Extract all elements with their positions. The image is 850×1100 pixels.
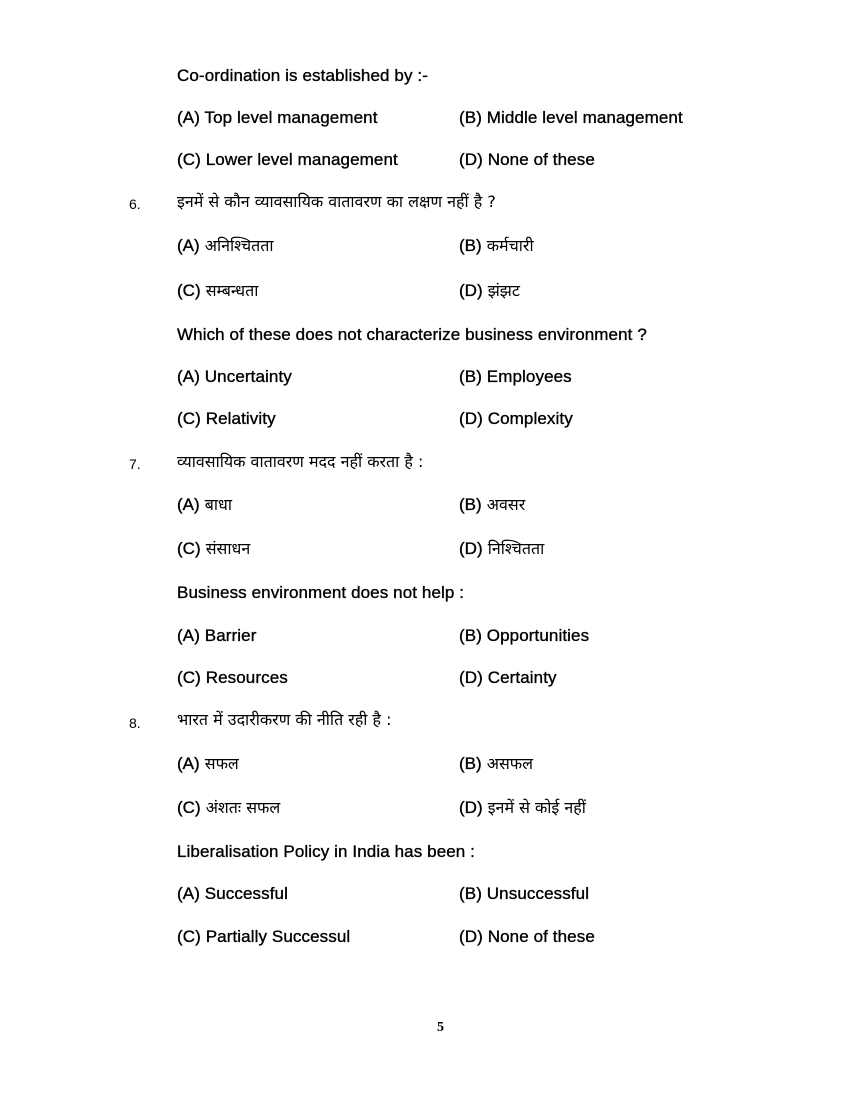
q7-option-c-hi: (C) संसाधन	[177, 539, 251, 558]
q7-option-d-en: (D) Certainty	[459, 668, 557, 687]
q6-option-c-hi: (C) सम्बन्धता	[177, 281, 259, 300]
q7-option-b-en: (B) Opportunities	[459, 626, 590, 645]
q8-number: 8.	[129, 715, 141, 731]
q7-option-d-hi: (D) निश्चितता	[459, 539, 545, 558]
q7-option-b-hi: (B) अवसर	[459, 495, 526, 514]
q8-option-c-en: (C) Partially Successul	[177, 927, 351, 946]
q5-option-b-en: (B) Middle level management	[459, 108, 683, 127]
q5-option-d-en: (D) None of these	[459, 150, 595, 169]
q6-question-hi: इनमें से कौन व्यावसायिक वातावरण का लक्षण नहीं है ?	[177, 192, 496, 211]
q6-option-d-hi: (D) झंझट	[459, 281, 520, 300]
q7-question-hi: व्यावसायिक वातावरण मदद नहीं करता है :	[177, 452, 424, 471]
q6-option-d-en: (D) Complexity	[459, 409, 573, 428]
q8-option-a-hi: (A) सफल	[177, 754, 239, 773]
q6-option-b-hi: (B) कर्मचारी	[459, 236, 534, 255]
q8-option-b-en: (B) Unsuccessful	[459, 884, 590, 903]
q8-question-en: Liberalisation Policy in India has been :	[177, 842, 476, 861]
q6-number: 6.	[129, 196, 141, 212]
q5-question-en: Co-ordination is established by :-	[177, 66, 428, 85]
q7-question-en: Business environment does not help :	[177, 583, 465, 602]
q6-option-c-en: (C) Relativity	[177, 409, 276, 428]
q6-option-a-hi: (A) अनिश्चितता	[177, 236, 274, 255]
q8-option-d-en: (D) None of these	[459, 927, 595, 946]
q8-option-d-hi: (D) इनमें से कोई नहीं	[459, 798, 586, 817]
page-number: 5	[437, 1020, 444, 1035]
q5-option-a-en: (A) Top level management	[177, 108, 378, 127]
q7-option-c-en: (C) Resources	[177, 668, 288, 687]
q7-option-a-en: (A) Barrier	[177, 626, 257, 645]
q7-option-a-hi: (A) बाधा	[177, 495, 233, 514]
q6-question-en: Which of these does not characterize business environment ?	[177, 325, 647, 344]
q7-number: 7.	[129, 456, 141, 472]
q6-option-a-en: (A) Uncertainty	[177, 367, 292, 386]
q8-question-hi: भारत में उदारीकरण की नीति रही है :	[177, 710, 392, 729]
q5-option-c-en: (C) Lower level management	[177, 150, 398, 169]
q8-option-c-hi: (C) अंशतः सफल	[177, 798, 281, 817]
q8-option-a-en: (A) Successful	[177, 884, 288, 903]
q6-option-b-en: (B) Employees	[459, 367, 572, 386]
q8-option-b-hi: (B) असफल	[459, 754, 533, 773]
